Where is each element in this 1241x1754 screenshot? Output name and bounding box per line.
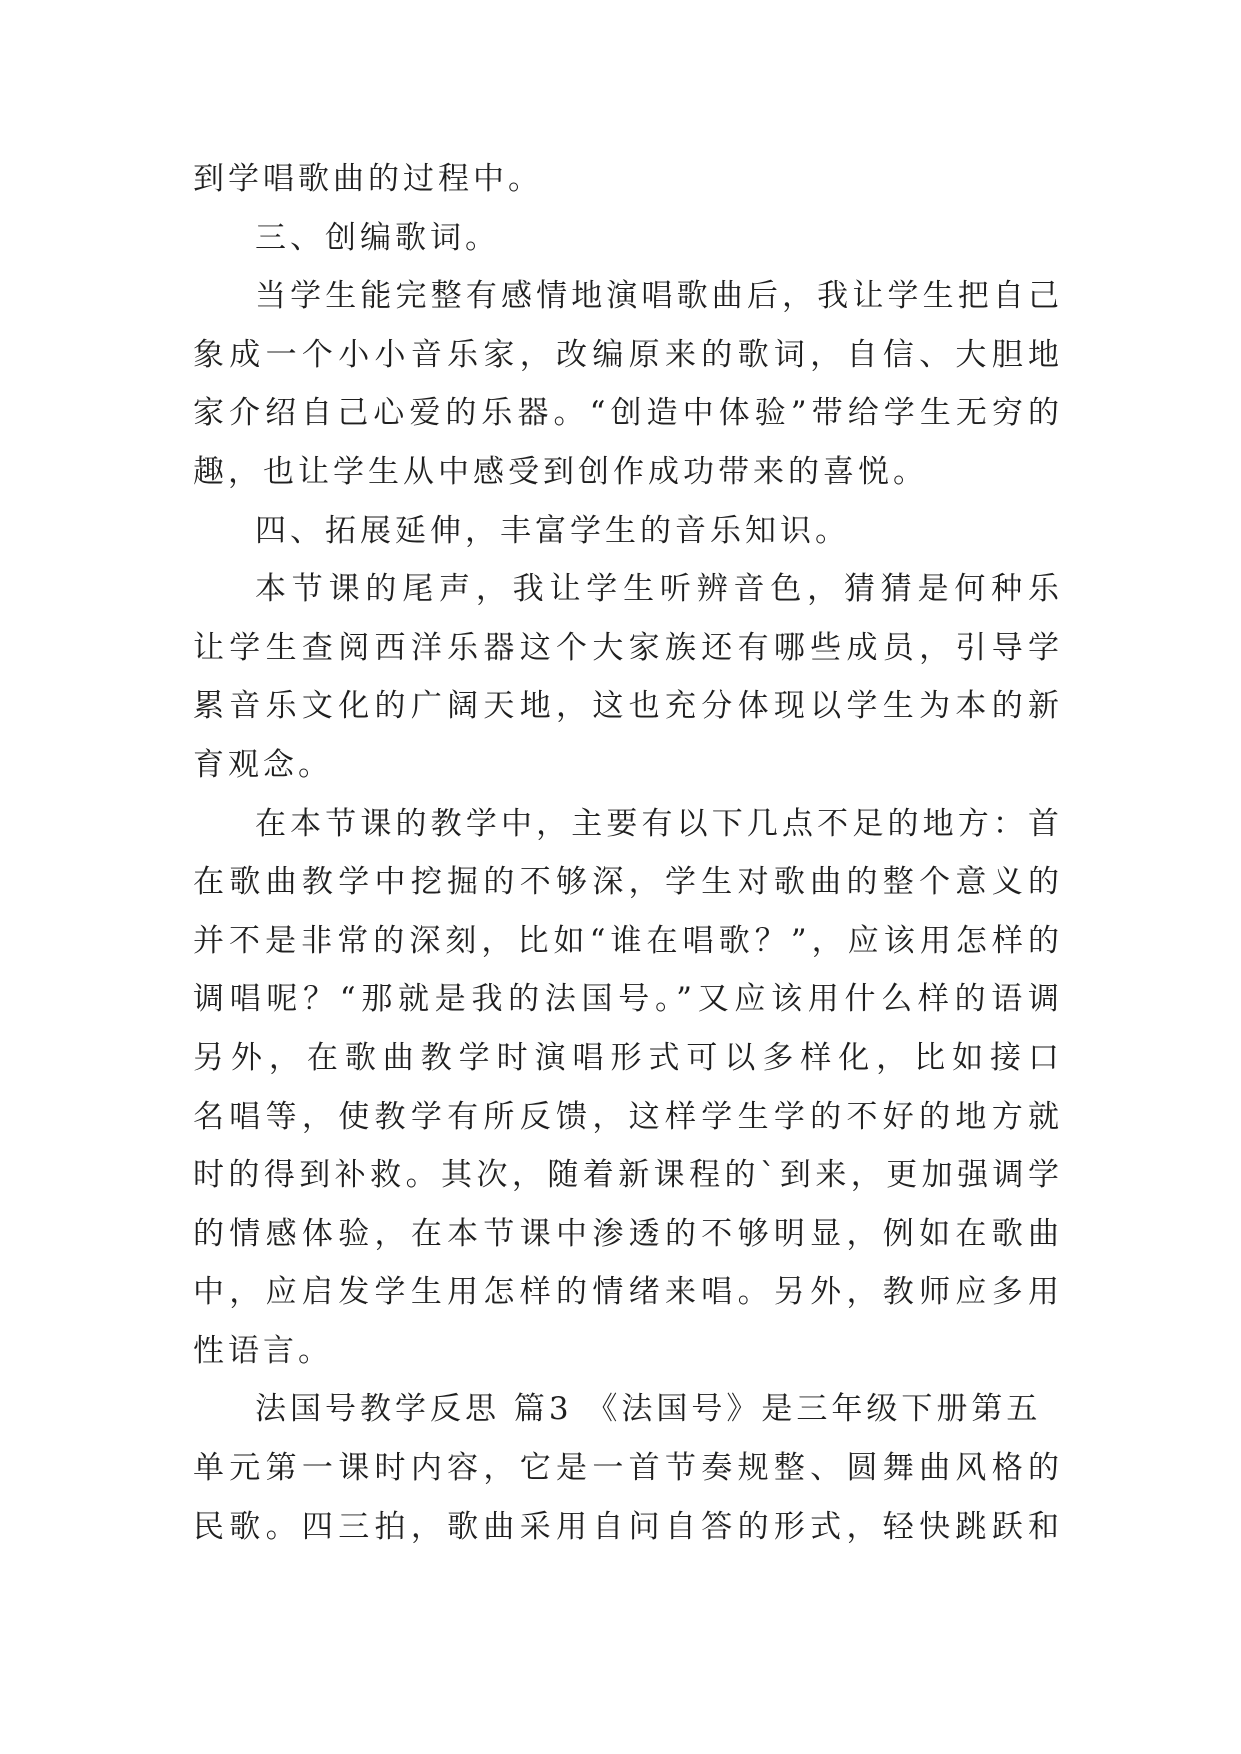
text-line: 时的得到补救。其次，随着新课程的`到来，更加强调学 <box>193 1157 1063 1194</box>
text-line: 的情感体验，在本节课中渗透的不够明显，例如在歌曲 <box>193 1215 1063 1252</box>
text-line: 性语言。 <box>193 1332 333 1369</box>
text-line: 三、创编歌词。 <box>255 219 500 256</box>
text-line: 让学生查阅西洋乐器这个大家族还有哪些成员，引导学 <box>193 629 1063 666</box>
document-body <box>193 150 1063 1556</box>
text-line: 象成一个小小音乐家，改编原来的歌词，自信、大胆地 <box>193 336 1063 373</box>
text-line: 法国号教学反思 篇3 《法国号》是三年级下册第五 <box>255 1391 1042 1428</box>
text-line: 调唱呢？“那就是我的法国号。”又应该用什么样的语调 <box>193 981 1063 1018</box>
text-line: 本节课的尾声，我让学生听辨音色，猜猜是何种乐 <box>255 571 1063 608</box>
text-line: 累音乐文化的广阔天地，这也充分体现以学生为本的新 <box>193 688 1063 725</box>
text-line: 另外，在歌曲教学时演唱形式可以多样化，比如接口 <box>193 1039 1063 1076</box>
text-line: 在歌曲教学中挖掘的不够深，学生对歌曲的整个意义的 <box>193 864 1063 901</box>
text-line: 名唱等，使教学有所反馈，这样学生学的不好的地方就 <box>193 1098 1063 1135</box>
text-line: 中，应启发学生用怎样的情绪来唱。另外，教师应多用 <box>193 1274 1063 1311</box>
text-line: 在本节课的教学中，主要有以下几点不足的地方：首 <box>255 805 1063 842</box>
text-line: 并不是非常的深刻，比如“谁在唱歌？”，应该用怎样的 <box>193 922 1063 959</box>
text-line: 四、拓展延伸，丰富学生的音乐知识。 <box>255 512 850 549</box>
text-line: 单元第一课时内容，它是一首节奏规整、圆舞曲风格的 <box>193 1450 1063 1487</box>
text-line: 家介绍自己心爱的乐器。“创造中体验”带给学生无穷的 <box>193 395 1063 432</box>
text-line: 当学生能完整有感情地演唱歌曲后，我让学生把自己 <box>255 278 1063 315</box>
text-line: 民歌。四三拍，歌曲采用自问自答的形式，轻快跳跃和 <box>193 1508 1063 1545</box>
text-line: 趣，也让学生从中感受到创作成功带来的喜悦。 <box>193 453 928 490</box>
text-line: 育观念。 <box>193 746 333 783</box>
text-line: 到学唱歌曲的过程中。 <box>193 161 543 197</box>
